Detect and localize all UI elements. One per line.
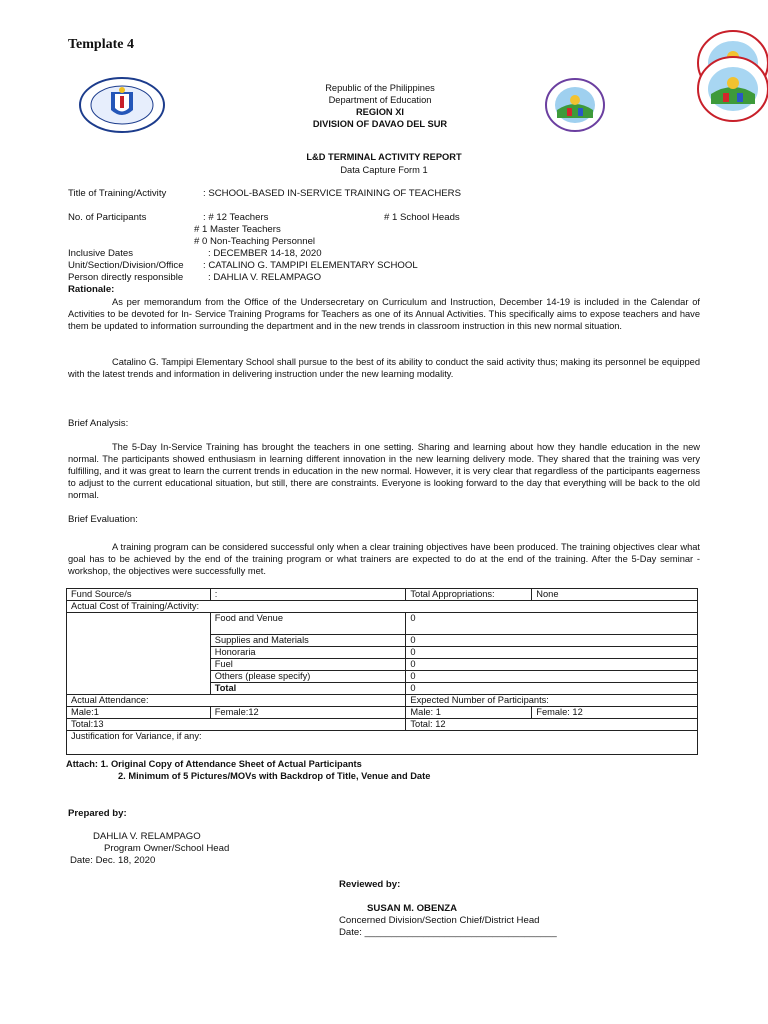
prepared-label: Prepared by:: [68, 808, 127, 819]
cost-item-value: 0: [406, 647, 698, 659]
male-actual: Male:1: [67, 707, 211, 719]
male-expected: Male: 1: [406, 707, 532, 719]
table-row: [67, 731, 698, 755]
cost-total-label: Total: [210, 683, 406, 695]
analysis-label: Brief Analysis:: [68, 418, 129, 429]
cost-item-label: Honoraria: [210, 647, 406, 659]
cost-item-label: Fuel: [210, 659, 406, 671]
reviewed-position: Concerned Division/Section Chief/District Head: [339, 915, 540, 926]
table-row: [67, 601, 698, 613]
header-region: REGION XI: [355, 107, 405, 117]
fund-source-value: :: [210, 589, 406, 601]
cost-total-value: 0: [406, 683, 698, 695]
justification-label: Justification for Variance, if any:: [67, 731, 698, 755]
cost-item-value: 0: [406, 671, 698, 683]
reviewed-date: Date: ____________________________________: [339, 927, 557, 938]
division-seal-icon: [697, 56, 768, 122]
cost-item-label: Others (please specify): [210, 671, 406, 683]
field-unit-label: Unit/Section/Division/Office: [68, 260, 184, 271]
division-seal-icon: [545, 78, 605, 132]
total-appropriations-value: None: [532, 589, 698, 601]
cost-item-value: 0: [406, 613, 698, 635]
reviewed-name: SUSAN M. OBENZA: [367, 903, 458, 914]
deped-seal-icon: [78, 76, 166, 134]
field-teachers: : # 12 Teachers: [203, 212, 269, 223]
header-department: Department of Education: [328, 95, 432, 105]
cost-item-value: 0: [406, 659, 698, 671]
evaluation-text: A training program can be considered successful only when a clear training objectives have been produced. The training objectives clear what goal has to be achieved by the end of the training program or what trainers are expected to do at the end of the training. After the 5-Day seminar -workshop, the objectives were successfully met.: [68, 542, 700, 576]
evaluation-label: Brief Evaluation:: [68, 514, 138, 525]
cost-item-value: 0: [406, 635, 698, 647]
total-appropriations-label: Total Appropriations:: [406, 589, 532, 601]
table-row: [67, 695, 698, 707]
table-row: [67, 719, 698, 731]
rationale-paragraph-1: As per memorandum from the Office of the Undersecretary on Curriculum and Instruction, December 14-19 is included in the Calendar of Activities to be devoted for In- Service Training Programs for Teachers as one of its Annual Activities. This specifically aims to expose teachers and have them be updated to information surrounding the department and in the new trends in classroom instruction in this new normal situation.: [68, 297, 700, 331]
actual-attendance-label: Actual Attendance:: [67, 695, 406, 707]
table-row: [67, 613, 698, 635]
table-row: [67, 707, 698, 719]
header-republic: Republic of the Philippines: [325, 83, 435, 93]
report-title: L&D TERMINAL ACTIVITY REPORT: [306, 152, 462, 162]
fund-table: [66, 588, 698, 755]
field-person-value: : DAHLIA V. RELAMPAGO: [208, 272, 322, 283]
rationale-paragraph-2: Catalino G. Tampipi Elementary School shall pursue to the best of its ability to conduct the said activity thus; making its personnel be equipped with the latest trends and information in delivering instruction under the new learning modality.: [68, 357, 700, 379]
header-division: DIVISION OF DAVAO DEL SUR: [312, 119, 448, 129]
total-expected: Total: 12: [406, 719, 698, 731]
cost-item-label: Food and Venue: [210, 613, 406, 635]
total-actual: Total:13: [67, 719, 406, 731]
actual-cost-label: Actual Cost of Training/Activity:: [67, 601, 698, 613]
field-title-value: : SCHOOL-BASED IN-SERVICE TRAINING OF TEACHERS: [203, 188, 462, 199]
field-non-teaching: # 0 Non-Teaching Personnel: [194, 236, 316, 247]
field-unit-value: : CATALINO G. TAMPIPI ELEMENTARY SCHOOL: [203, 260, 418, 271]
female-actual: Female:12: [210, 707, 406, 719]
attach-line-2: 2. Minimum of 5 Pictures/MOVs with Backdrop of Title, Venue and Date: [118, 771, 431, 781]
field-title-label: Title of Training/Activity: [68, 188, 167, 199]
cost-item-label: Supplies and Materials: [210, 635, 406, 647]
field-person-label: Person directly responsible: [68, 272, 184, 283]
prepared-position: Program Owner/School Head: [104, 843, 230, 854]
rationale-label: Rationale:: [68, 284, 115, 295]
report-subtitle: Data Capture Form 1: [340, 165, 428, 175]
female-expected: Female: 12: [532, 707, 698, 719]
prepared-date: Date: Dec. 18, 2020: [70, 855, 156, 866]
expected-participants-label: Expected Number of Participants:: [406, 695, 698, 707]
field-master-teachers: # 1 Master Teachers: [194, 224, 281, 235]
fund-source-label: Fund Source/s: [67, 589, 211, 601]
field-dates-value: : DECEMBER 14-18, 2020: [208, 248, 322, 259]
field-school-heads: # 1 School Heads: [384, 212, 460, 223]
table-row: [67, 589, 698, 601]
analysis-text: The 5-Day In-Service Training has brought the teachers in one setting. Sharing and learning about how they handle education in the new normal. The participants showed enthusiasm in learning different innovation in the new learning delivery mode. They shared that the training was very fulfilling, and it was great to learn the current trends in education in the new normal. However, it is very clear that regardless of the participants eagerness to adjust to the current educational situation, but still, there are constraints. Everyone is looking forward to the day that everything will be back to the old normal.: [68, 442, 700, 500]
template-label: Template 4: [68, 37, 134, 52]
prepared-name: DAHLIA V. RELAMPAGO: [93, 831, 201, 842]
field-participants-label: No. of Participants: [68, 212, 147, 223]
attach-line-1: Attach: 1. Original Copy of Attendance Sheet of Actual Participants: [66, 759, 362, 769]
field-dates-label: Inclusive Dates: [68, 248, 134, 259]
table-cell: [67, 613, 211, 695]
reviewed-label: Reviewed by:: [339, 879, 401, 890]
